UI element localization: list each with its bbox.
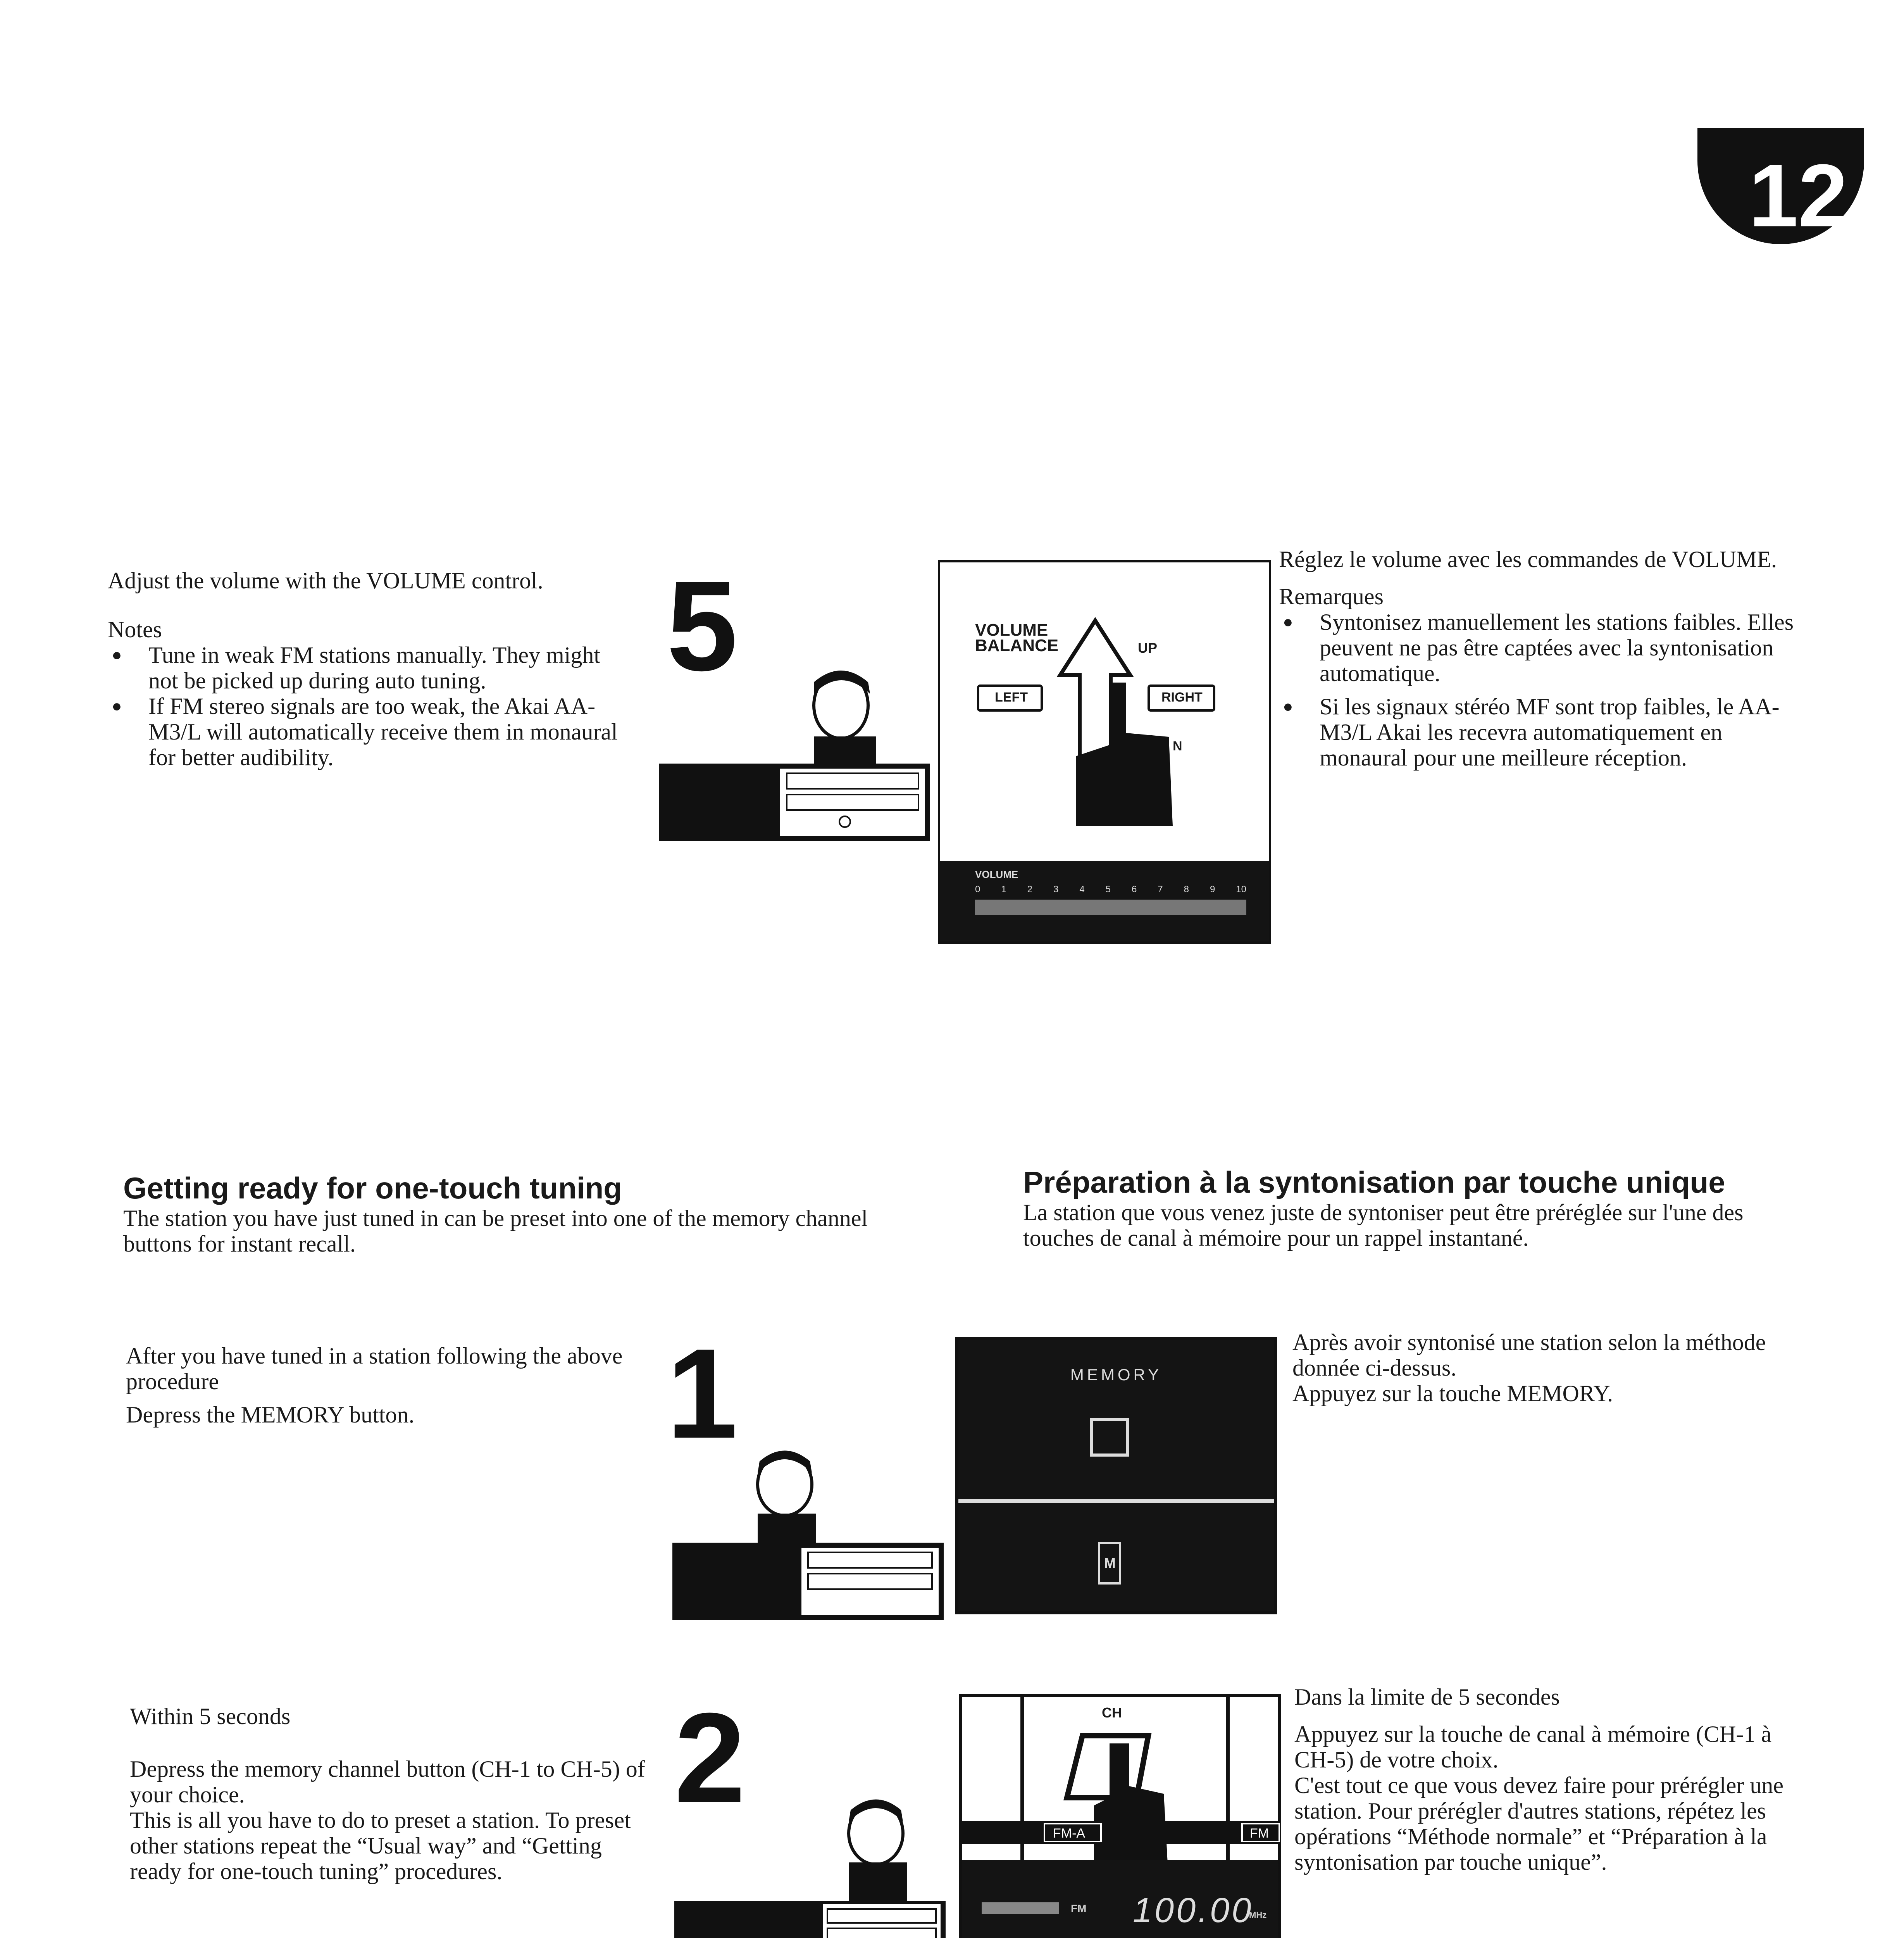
m-key-label: M <box>1104 1555 1116 1571</box>
volume-tick: 9 <box>1210 884 1215 895</box>
memory-label: MEMORY <box>1070 1366 1162 1384</box>
volume-tick: 7 <box>1158 884 1163 895</box>
step5-fr-notes-title: Remarques <box>1279 584 1384 609</box>
getting-ready-title-fr: Préparation à la syntonisation par touche unique <box>1023 1165 1725 1199</box>
volume-scale <box>940 861 1269 941</box>
hand-pointer-icon <box>1068 679 1184 826</box>
step1-operator-illustration <box>672 1442 944 1620</box>
getting-ready-title-en: Getting ready for one-touch tuning <box>123 1171 622 1205</box>
step1-fr-line2: Appuyez sur la touche MEMORY. <box>1292 1381 1613 1406</box>
fm-band-strip <box>962 1821 1278 1844</box>
step2-fr-line2: Appuyez sur la touche de canal à mémoire (CH-1 à CH-5) de votre choix. <box>1294 1721 1772 1772</box>
ch-label: CH <box>1102 1705 1122 1721</box>
getting-ready-body-fr: La station que vous venez juste de syntoniser peut être préréglée sur l'une des touches de canal à mémoire pour un rappel instantané. <box>1023 1200 1744 1251</box>
dn-label: N <box>1173 739 1182 753</box>
frequency-display <box>962 1860 1278 1938</box>
step2-en-text <box>130 1704 657 1884</box>
volume-scale-ticks <box>975 884 1246 895</box>
memory-button[interactable] <box>1090 1418 1129 1457</box>
step2-fr-line1: Dans la limite de 5 secondes <box>1294 1684 1560 1710</box>
step5-operator-illustration <box>659 659 930 841</box>
memory-button-figure <box>955 1337 1277 1614</box>
step1-en-text <box>126 1343 653 1428</box>
step1-fr-text <box>1292 1329 1812 1406</box>
step5-en-text <box>108 568 631 770</box>
fm-tag: FM <box>1071 1902 1087 1914</box>
getting-ready-body-en: The station you have just tuned in can be preset into one of the memory channel buttons for instant recall. <box>123 1205 868 1257</box>
volume-balance-figure <box>938 560 1271 944</box>
volume-tick: 10 <box>1236 884 1246 895</box>
channel-button-figure <box>959 1694 1281 1938</box>
fm-b-label: FM <box>1250 1826 1269 1841</box>
left-button[interactable] <box>977 685 1043 712</box>
volume-tick: 1 <box>1001 884 1006 895</box>
fm-a-film <box>1044 1823 1102 1842</box>
step2-number: 2 <box>674 1686 746 1829</box>
step5-fr-note: ● Syntonisez manuellement les stations faibles. Elles peuvent ne pas être captées avec la syntonisation automatique. <box>1279 609 1794 686</box>
step1-fr-line1: Après avoir syntonisé une station selon la méthode donnée ci-dessus. <box>1292 1329 1766 1381</box>
volume-scale-bar <box>975 900 1246 915</box>
volume-tick: 3 <box>1053 884 1059 895</box>
left-label: LEFT <box>995 690 1028 705</box>
step1-number: 1 <box>667 1322 738 1465</box>
step5-fr-instruction: Réglez le volume avec les commandes de VOLUME. <box>1279 547 1777 572</box>
step2-fr-line3: C'est tout ce que vous devez faire pour prérégler une station. Pour prérégler d'autres stations, répétez les opérations “Méthode normale” et “Préparation à la syntonisation par touche unique”. <box>1294 1772 1783 1875</box>
right-label: RIGHT <box>1161 690 1203 705</box>
signal-meter <box>982 1902 1059 1914</box>
memory-divider <box>958 1499 1274 1503</box>
volume-tick: 5 <box>1105 884 1111 895</box>
page-number-tab <box>1697 128 1864 244</box>
mhz-label: MHz <box>1249 1910 1267 1920</box>
fm-film <box>1241 1823 1280 1842</box>
frequency-readout: 100.00 <box>1133 1891 1254 1930</box>
up-label: UP <box>1138 640 1158 656</box>
step1-en-line2: Depress the MEMORY button. <box>126 1402 415 1428</box>
getting-ready-en <box>123 1171 918 1257</box>
step5-fr-note: ● Si les signaux stéréo MF sont trop faibles, le AA-M3/L Akai les recevra automatiquement en monaural pour une meilleure réception. <box>1279 694 1794 771</box>
volume-tick: 6 <box>1131 884 1137 895</box>
step2-operator-illustration <box>674 1791 946 1938</box>
step2-en-line1: Within 5 seconds <box>130 1704 291 1729</box>
step5-number: 5 <box>667 554 738 697</box>
step5-en-note: ● Tune in weak FM stations manually. They might not be picked up during auto tuning. <box>108 642 631 693</box>
step5-en-note: ● If FM stereo signals are too weak, the Akai AA-M3/L will automatically receive them in monaural for better audibility. <box>108 693 631 770</box>
step2-en-line2: Depress the memory channel button (CH-1 to CH-5) of your choice. <box>130 1756 645 1807</box>
fm-a-label: FM-A <box>1053 1826 1086 1841</box>
balance-label: BALANCE <box>975 636 1059 655</box>
volume-tick: 0 <box>975 884 980 895</box>
volume-tick: 2 <box>1027 884 1033 895</box>
volume-label: VOLUME <box>975 621 1048 640</box>
step5-en-notes-title: Notes <box>108 617 162 642</box>
m-key[interactable] <box>1098 1542 1121 1585</box>
step2-en-line3: This is all you have to do to preset a station. To preset other stations repeat the “Usual way” and “Getting ready for one-touch tuning” procedures. <box>130 1807 631 1884</box>
page-number: 12 <box>1749 146 1848 245</box>
step5-en-instruction: Adjust the volume with the VOLUME control. <box>108 568 543 593</box>
step1-en-line1: After you have tuned in a station following the above procedure <box>126 1343 623 1394</box>
hand-pointer-icon <box>1086 1740 1172 1864</box>
step5-fr-text <box>1279 547 1794 771</box>
volume-tick: 8 <box>1184 884 1189 895</box>
volume-scale-label: VOLUME <box>975 869 1018 880</box>
volume-tick: 4 <box>1079 884 1085 895</box>
step2-fr-text <box>1294 1684 1814 1875</box>
getting-ready-fr <box>1023 1165 1806 1251</box>
